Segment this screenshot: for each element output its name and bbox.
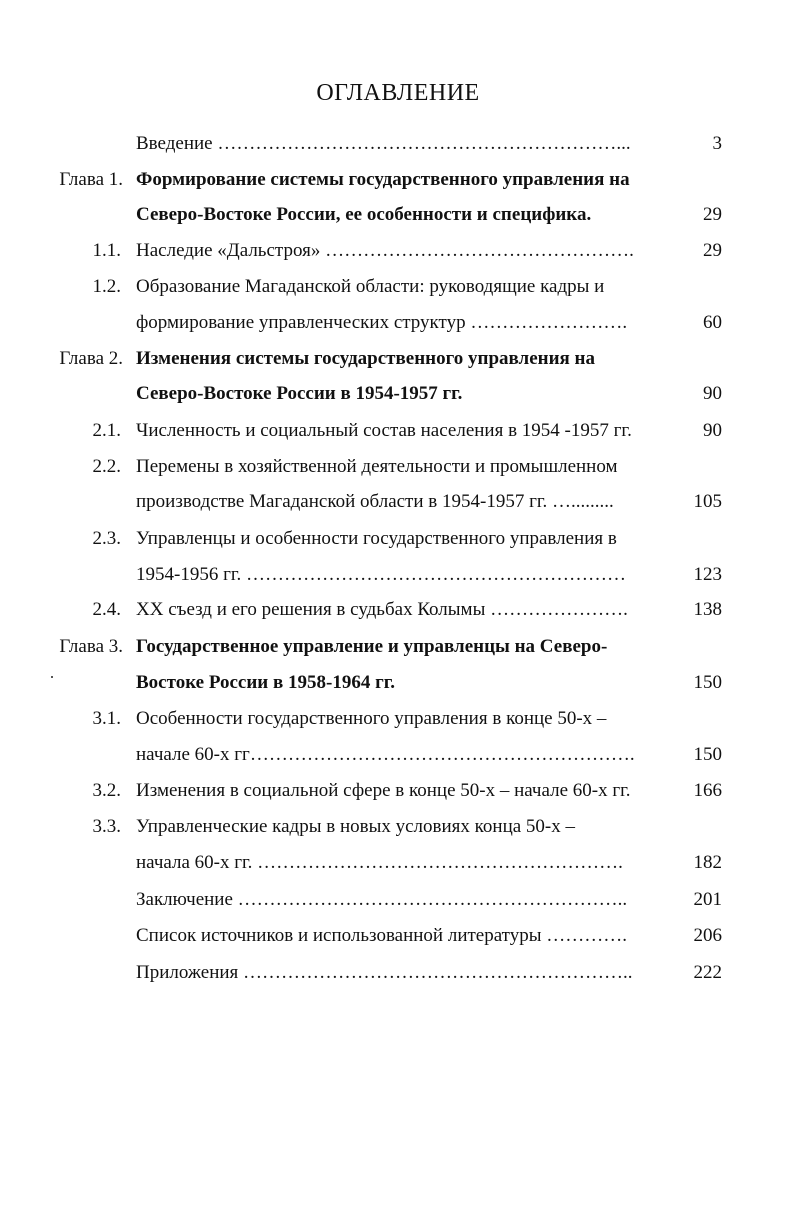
page-title: ОГЛАВЛЕНИЕ <box>316 80 480 106</box>
toc-entry-label: 3.3. <box>92 816 121 837</box>
toc-entry-label: Глава 3. <box>59 636 123 657</box>
toc-entry-page: 90 <box>703 383 722 404</box>
toc-entry-text: 1954-1956 гг. …………………………………………………… <box>136 564 627 585</box>
toc-entry-text: Изменения в социальной сфере в конце 50-х – начале 60-х гг. <box>136 780 631 801</box>
toc-entry-2-2[interactable] <box>0 452 796 482</box>
toc-entry-page: 3 <box>712 133 722 154</box>
toc-entry-label: 1.2. <box>92 276 121 297</box>
toc-entry-label: 2.2. <box>92 456 121 477</box>
toc-entry-page: 150 <box>693 672 722 693</box>
toc-entry-chapter-3[interactable] <box>0 632 796 662</box>
toc-entry-chapter-2[interactable] <box>0 344 796 374</box>
toc-entry-3-3[interactable] <box>0 812 796 842</box>
toc-entry-page: 138 <box>693 599 722 620</box>
toc-entry-page: 29 <box>703 204 722 225</box>
toc-entry-1-2-cont[interactable] <box>0 308 796 338</box>
toc-entry-text: Северо-Востоке России, ее особенности и специфика. <box>136 204 592 225</box>
toc-entry-text: Управленцы и особенности государственного управления в <box>136 528 617 549</box>
toc-entry-introduction[interactable] <box>0 129 796 159</box>
toc-entry-text: Приложения …………………………………………………….. <box>136 962 633 983</box>
toc-entry-text: Северо-Востоке России в 1954-1957 гг. <box>136 383 463 404</box>
toc-entry-text: Численность и социальный состав населения в 1954 -1957 гг. <box>136 420 632 441</box>
toc-entry-page: 150 <box>693 744 722 765</box>
toc-entry-page: 222 <box>693 962 722 983</box>
toc-entry-3-1[interactable] <box>0 704 796 734</box>
toc-entry-text: Наследие «Дальстроя» …………………………………………. <box>136 240 634 261</box>
toc-entry-2-3-cont[interactable] <box>0 560 796 590</box>
toc-entry-2-1[interactable] <box>0 416 796 446</box>
toc-entry-chapter-1-cont[interactable] <box>0 200 796 230</box>
toc-entry-label: Глава 2. <box>59 348 123 369</box>
toc-entry-chapter-1[interactable] <box>0 165 796 195</box>
toc-entry-text: производстве Магаданской области в 1954-1957 гг. …......... <box>136 491 614 512</box>
toc-entry-chapter-2-cont[interactable] <box>0 379 796 409</box>
toc-entry-label: 3.1. <box>92 708 121 729</box>
toc-entry-page: 201 <box>693 889 722 910</box>
toc-entry-text: Формирование системы государственного управления на <box>136 169 630 190</box>
toc-entry-label: Глава 1. <box>59 169 123 190</box>
toc-entry-text: Востоке России в 1958-1964 гг. <box>136 672 395 693</box>
toc-entry-3-1-cont[interactable] <box>0 740 796 770</box>
toc-entry-text: Список источников и использованной литературы …………. <box>136 925 627 946</box>
toc-entry-2-3[interactable] <box>0 524 796 554</box>
toc-entry-text: Образование Магаданской области: руководящие кадры и <box>136 276 605 297</box>
toc-entry-2-4[interactable] <box>0 595 796 625</box>
toc-entry-page: 166 <box>693 780 722 801</box>
toc-entry-page: 105 <box>693 491 722 512</box>
toc-entry-text: Государственное управление и управленцы на Северо- <box>136 636 608 657</box>
toc-entry-label: 3.2. <box>92 780 121 801</box>
toc-entry-page: 206 <box>693 925 722 946</box>
toc-entry-text: начале 60-х гг……………………………………………………. <box>136 744 635 765</box>
toc-entry-page: 90 <box>703 420 722 441</box>
toc-entry-text: Управленческие кадры в новых условиях конца 50-х – <box>136 816 576 837</box>
toc-entry-text: Особенности государственного управления в конце 50-х – <box>136 708 607 729</box>
toc-entry-3-3-cont[interactable] <box>0 848 796 878</box>
toc-entry-2-2-cont[interactable] <box>0 487 796 517</box>
toc-entry-chapter-3-cont[interactable] <box>0 668 796 698</box>
toc-entry-3-2[interactable] <box>0 776 796 806</box>
toc-entry-1-1[interactable] <box>0 236 796 266</box>
toc-entry-text: начала 60-х гг. …………………………………………………. <box>136 852 623 873</box>
toc-entry-text: Перемены в хозяйственной деятельности и промышленном <box>136 456 618 477</box>
toc-entry-page: 60 <box>703 312 722 333</box>
toc-entry-page: 182 <box>693 852 722 873</box>
toc-entry-label: 1.1. <box>92 240 121 261</box>
toc-entry-label: 2.4. <box>92 599 121 620</box>
toc-entry-text: Заключение …………………………………………………….. <box>136 889 628 910</box>
toc-entry-text: Введение ………………………………………………………... <box>136 133 631 154</box>
toc-entry-1-2[interactable] <box>0 272 796 302</box>
toc-entry-label: 2.3. <box>92 528 121 549</box>
toc-entry-text: формирование управленческих структур ……………………. <box>136 312 628 333</box>
toc-entry-appendices[interactable] <box>0 958 796 988</box>
toc-entry-label: 2.1. <box>92 420 121 441</box>
toc-entry-bibliography[interactable] <box>0 921 796 951</box>
toc-entry-text: Изменения системы государственного управления на <box>136 348 595 369</box>
toc-entry-text: XX съезд и его решения в судьбах Колымы …………………. <box>136 599 628 620</box>
toc-entry-page: 29 <box>703 240 722 261</box>
toc-entry-conclusion[interactable] <box>0 885 796 915</box>
toc-entry-page: 123 <box>693 564 722 585</box>
